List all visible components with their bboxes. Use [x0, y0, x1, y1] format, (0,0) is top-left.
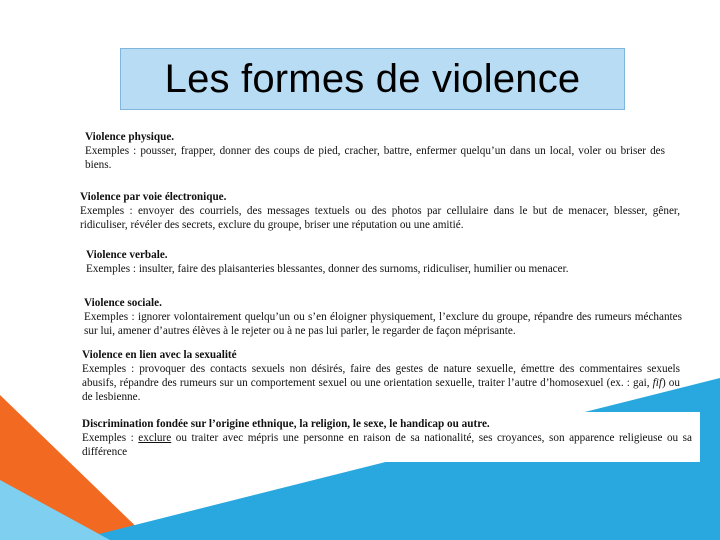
- section-body: Exemples : envoyer des courriels, des messages textuels ou des photos par cellulaire dans le but de menacer, blesser, gêner, ridiculiser, révéler des secrets, exclure du groupe, briser une réputation ou une amitié.: [80, 205, 680, 231]
- section-body: [82, 431, 692, 459]
- section-physical: [85, 130, 665, 172]
- section-sexuality: [82, 348, 680, 404]
- title-box: [120, 48, 625, 110]
- section-heading: Violence en lien avec la sexualité: [82, 349, 237, 361]
- italic-word: fif: [652, 377, 662, 389]
- body-text: Exemples :: [82, 432, 139, 444]
- underlined-word: exclure: [138, 432, 172, 444]
- body-text: Exemples : provoquer des contacts sexuels non désirés, faire des gestes de nature sexuelle, émettre des commentaires sexuels abusifs, répandre des rumeurs sur un comportement sexuel ou une orientation sexuelle, traiter l’autre d’homosexuel (ex. : gai,: [82, 363, 680, 389]
- section-verbal: [86, 248, 580, 276]
- body-text: ou traiter avec mépris une personne en raison de sa nationalité, ses croyances, son apparence religieuse ou sa différence: [82, 432, 692, 458]
- section-heading: Violence par voie électronique.: [80, 191, 227, 203]
- section-heading: Violence sociale.: [84, 297, 162, 309]
- section-discrimination: [82, 417, 692, 459]
- section-social: [84, 296, 682, 338]
- section-body: Exemples : pousser, frapper, donner des coups de pied, cracher, battre, enfermer quelqu’un dans un local, voler ou briser des biens.: [85, 145, 665, 171]
- section-electronic: [80, 190, 680, 232]
- section-heading: Violence verbale.: [86, 249, 168, 261]
- section-heading: Discrimination fondée sur l’origine ethnique, la religion, le sexe, le handicap ou autre.: [82, 418, 490, 430]
- section-body: Exemples : insulter, faire des plaisanteries blessantes, donner des surnoms, ridiculiser, humilier ou menacer.: [86, 263, 569, 275]
- section-body: [82, 362, 680, 404]
- body-text: ) ou de lesbienne.: [82, 377, 680, 403]
- section-body: Exemples : ignorer volontairement quelqu’un ou s’en éloigner physiquement, l’exclure du groupe, répandre des rumeurs méchantes sur lui, amener d’autres élèves à le rejeter ou à ne pas lui parler, le regarder de façon méprisante.: [84, 311, 682, 337]
- page-title: Les formes de violence: [164, 56, 581, 101]
- section-heading: Violence physique.: [85, 131, 175, 143]
